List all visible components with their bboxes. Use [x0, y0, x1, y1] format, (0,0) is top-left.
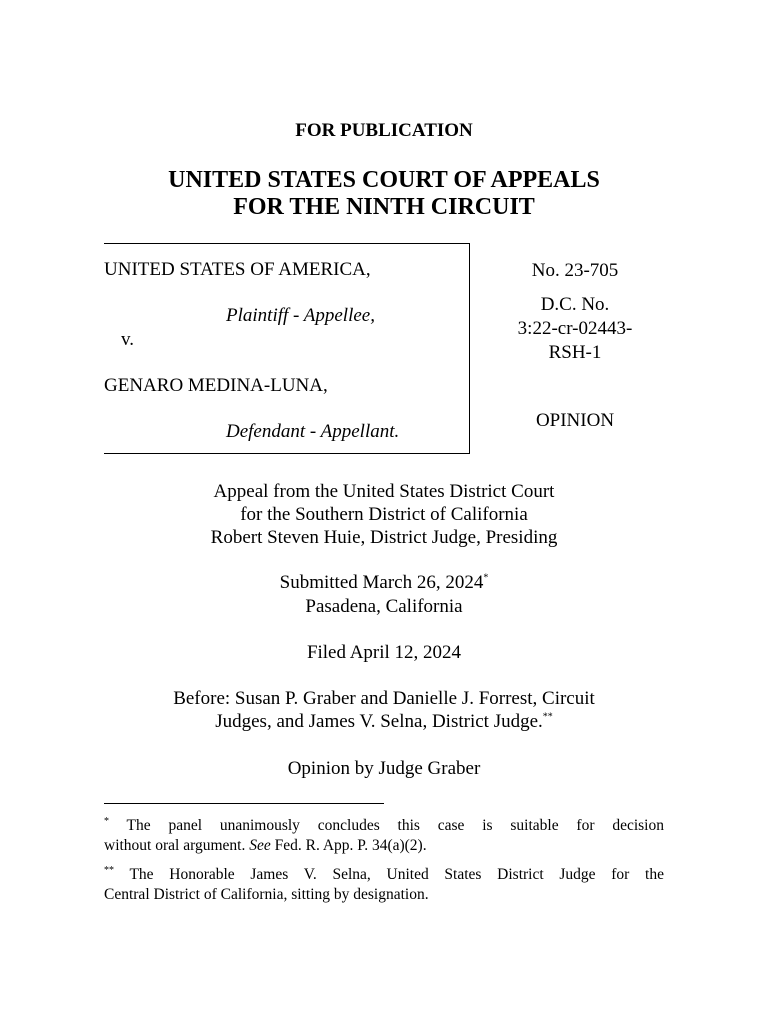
panel-line-2-text: Judges, and James V. Selna, District Judge.: [215, 711, 543, 732]
footnote-1-line-2: [104, 836, 664, 856]
footnote-text: The panel unanimously concludes this case is suitable for decision: [126, 817, 664, 834]
appeal-line-3: Robert Steven Huie, District Judge, Presiding: [210, 527, 558, 548]
footnote-marker: *: [483, 572, 489, 584]
filed-date: Filed April 12, 2024: [306, 642, 462, 663]
defendant-role: Defendant - Appellant.: [226, 421, 400, 442]
case-number: No. 23-705: [531, 260, 619, 281]
plaintiff-name: UNITED STATES OF AMERICA,: [104, 259, 371, 280]
court-name: UNITED STATES COURT OF APPEALS: [168, 167, 600, 193]
appeal-line-2: for the Southern District of California: [240, 504, 528, 525]
footnote-marker: *: [104, 815, 109, 827]
dc-number-label: D.C. No.: [540, 294, 610, 315]
defendant-name: GENARO MEDINA-LUNA,: [104, 375, 328, 396]
publication-status: FOR PUBLICATION: [295, 120, 473, 141]
document-type: OPINION: [535, 410, 615, 431]
footnote-marker: **: [542, 711, 553, 723]
dc-number-line2: RSH-1: [548, 342, 602, 363]
plaintiff-role: Plaintiff - Appellee,: [226, 305, 375, 326]
versus-label: v.: [121, 329, 135, 350]
footnote-text: without oral argument.: [104, 837, 250, 854]
footnote-marker: **: [104, 864, 114, 876]
footnote-2-line-2: Central District of California, sitting by designation.: [104, 886, 429, 903]
argument-location: Pasadena, California: [305, 596, 463, 617]
dc-number-line1: 3:22-cr-02443-: [517, 318, 633, 339]
appeal-line-1: Appeal from the United States District Court: [213, 481, 555, 502]
opinion-author: Opinion by Judge Graber: [287, 758, 481, 779]
citation-text: Fed. R. App. P. 34(a)(2).: [270, 837, 427, 854]
submitted-date-text: Submitted March 26, 2024: [279, 572, 484, 593]
panel-line-2: [0, 710, 768, 733]
circuit-name: FOR THE NINTH CIRCUIT: [233, 194, 535, 220]
footnote-text: The Honorable James V. Selna, United States District Judge for the: [129, 866, 664, 883]
panel-line-1: Before: Susan P. Graber and Danielle J. Forrest, Circuit: [173, 688, 595, 709]
signal-see: See: [249, 837, 271, 854]
submitted-date: [0, 571, 768, 594]
footnote-divider: [104, 803, 384, 804]
